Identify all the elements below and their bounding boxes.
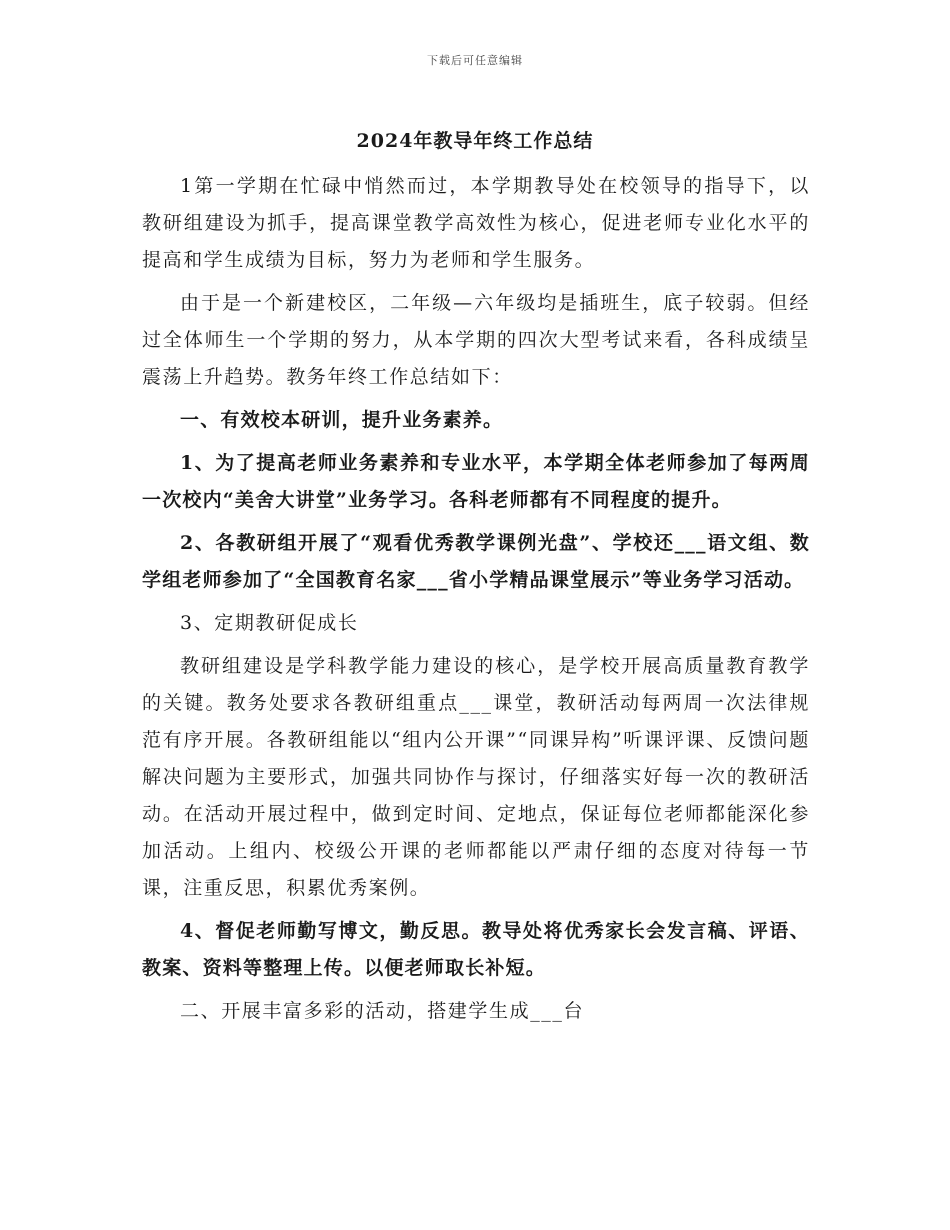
paragraph-item-1: 1、为了提高老师业务素养和专业水平，本学期全体老师参加了每两周一次校内“美舍大讲堂”业务学习。各科老师都有不同程度的提升。: [142, 452, 810, 511]
document-body: [142, 168, 810, 1036]
paragraph-intro: 1第一学期在忙碌中悄然而过，本学期教导处在校领导的指导下，以教研组建设为抓手，提高课堂教学高效性为核心，促进老师专业化水平的提高和学生成绩为目标，努力为老师和学生服务。: [142, 175, 810, 271]
paragraph-item-3-detail: 教研组建设是学科教学能力建设的核心，是学校开展高质量教育教学的关键。教务处要求各教研组重点___课堂，教研活动每两周一次法律规范有序开展。各教研组能以“组内公开课”“同课异构”听课评课、反馈问题解决问题为主要形式，加强共同协作与探讨，仔细落实好每一次的教研活动。在活动开展过程中，做到定时间、定地点，保证每位老师都能深化参加活动。上组内、校级公开课的老师都能以严肃仔细的态度对待每一节课，注重反思，积累优秀案例。: [142, 655, 810, 899]
paragraph-item-4: 4、督促老师勤写博文，勤反思。教导处将优秀家长会发言稿、评语、教案、资料等整理上传。以便老师取长补短。: [142, 920, 810, 979]
paragraph-background: 由于是一个新建校区，二年级—六年级均是插班生，底子较弱。但经过全体师生一个学期的努力，从本学期的四次大型考试来看，各科成绩呈震荡上升趋势。教务年终工作总结如下：: [142, 292, 810, 388]
paragraph-item-2: 2、各教研组开展了“观看优秀教学课例光盘”、学校还___语文组、数学组老师参加了“全国教育名家___省小学精品课堂展示”等业务学习活动。: [142, 532, 810, 591]
section-heading-2: 二、开展丰富多彩的活动，搭建学生成___台: [180, 1000, 585, 1022]
page-header-note: 下载后可任意编辑: [427, 54, 523, 67]
document-title: 2024年教导年终工作总结: [356, 130, 594, 152]
section-heading-1: 一、有效校本研训，提升业务素养。: [180, 409, 504, 431]
subheading-item-3: 3、定期教研促成长: [180, 612, 359, 634]
